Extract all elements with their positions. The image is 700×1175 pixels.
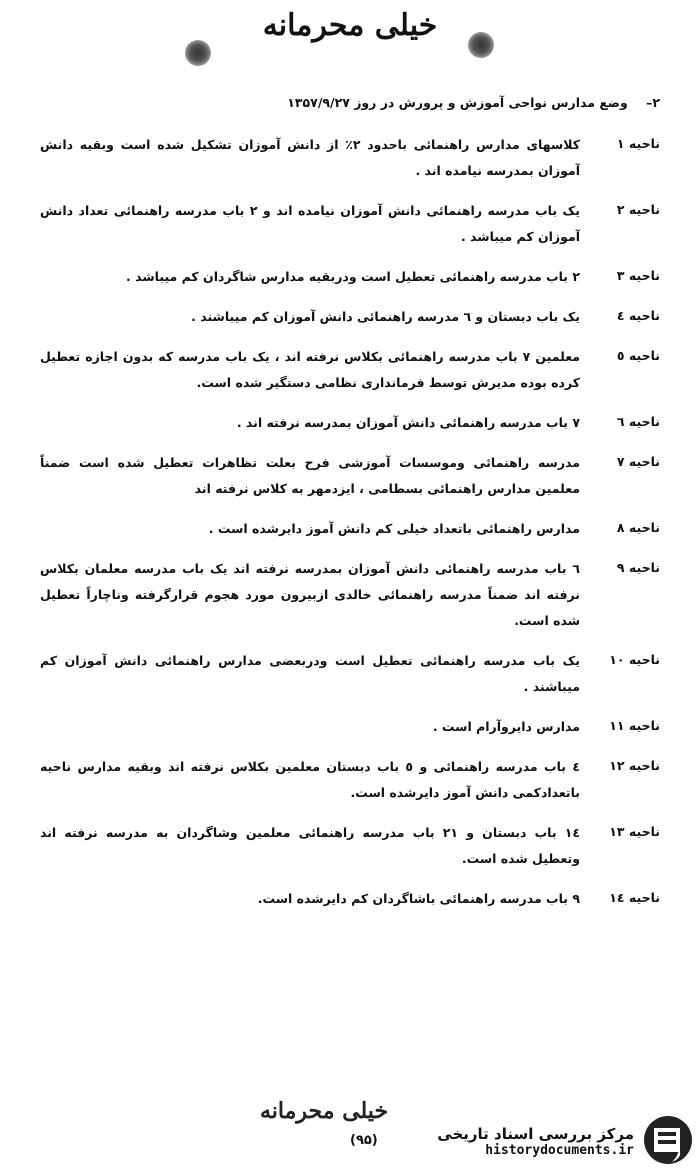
page-number: (۹۵) (350, 1133, 378, 1148)
district-entry (0, 820, 700, 872)
district-label: ناحیه ٤ (616, 308, 660, 323)
district-text: کلاسهای مدارس راهنمائی باحدود ۲٪ از دانش آموزان تشکیل شده است وبقیه دانش آموزان بمدرسه نیامده اند . (40, 137, 580, 178)
district-entry (0, 264, 700, 290)
district-text: یک باب دبستان و ٦ مدرسه راهنمائی دانش آموزان کم میباشند . (191, 309, 580, 324)
district-entry (0, 516, 700, 542)
item-number: ۲– (646, 95, 660, 110)
district-entry (0, 648, 700, 700)
district-label: ناحیه ۸ (616, 520, 660, 535)
district-text: ۱٤ باب دبستان و ۲۱ باب مدرسه راهنمائی معلمین وشاگردان به مدرسه نرفته اند وتعطیل شده است. (40, 825, 580, 866)
district-entry (0, 410, 700, 436)
district-text: یک باب مدرسه راهنمائی دانش آموزان نیامده اند و ۲ باب مدرسه راهنمائی تعداد دانش آموزان کم میباشد . (40, 203, 581, 244)
district-entry (0, 304, 700, 330)
district-entry (0, 344, 700, 396)
district-text: مدارس راهنمائی باتعداد خیلی کم دانش آموز دایرشده است . (208, 521, 580, 536)
district-text: ۲ باب مدرسه راهنمائی تعطیل است ودربقیه مدارس شاگردان کم میباشد . (126, 269, 580, 284)
header-text: وضع مدارس نواحی آموزش و پرورش در روز ۱۳۵۷/۹/۲۷ (287, 95, 628, 110)
footer-classification: خیلی محرمانه (260, 1098, 389, 1124)
district-text: معلمین ۷ باب مدرسه راهنمائی بکلاس نرفته اند ، یک باب مدرسه که بدون اجازه تعطیل کرده بوده مدیرش توسط فرمانداری نظامی دستگیر شده است. (40, 349, 580, 390)
district-entry (0, 714, 700, 740)
district-text: ٤ باب مدرسه راهنمائی و ٥ باب دبستان معلمین بکلاس نرفته اند وبقیه مدارس ناحیه باتعدادکمی دانش آموز دایرشده است. (40, 759, 581, 800)
watermark-name: مرکز بررسی اسناد تاریخی (437, 1125, 634, 1143)
district-entry (0, 198, 700, 250)
district-text: ۷ باب مدرسه راهنمائی دانش آموزان بمدرسه نرفته اند . (236, 415, 580, 430)
district-entry (0, 450, 700, 502)
district-label: ناحیه ۳ (616, 268, 660, 283)
district-entries (0, 132, 700, 926)
watermark (415, 1108, 700, 1175)
district-text: یک باب مدرسه راهنمائی تعطیل است ودربعضی مدارس راهنمائی دانش آموزان کم میباشند . (40, 653, 580, 694)
district-label: ناحیه ٦ (616, 414, 660, 429)
district-label: ناحیه ۱۳ (609, 824, 660, 839)
watermark-text (437, 1125, 634, 1158)
district-label: ناحیه ۱۱ (609, 718, 660, 733)
district-text: ٦ باب مدرسه راهنمائی دانش آموزان بمدرسه نرفته اند یک باب مدرسه معلمان بکلاس نرفته اند ضمناً مدرسه راهنمائی خالدی ازبیرون مورد هجوم قرارگرفته وناچاراً تعطیل شده است. (40, 561, 580, 628)
document-header (120, 95, 660, 111)
district-text: ۹ باب مدرسه راهنمائی باشاگردان کم دایرشده است. (257, 891, 580, 906)
district-text: مدرسه راهنمائی وموسسات آموزشی فرح بعلت تظاهرات تعطیل شده است ضمناً معلمین مدارس راهنمائی بسطامی ، ایزدمهر به کلاس نرفته اند (40, 455, 580, 496)
district-label: ناحیه ۱۰ (609, 652, 660, 667)
district-entry (0, 132, 700, 184)
district-entry (0, 556, 700, 634)
district-label: ناحیه ۱۲ (609, 758, 660, 773)
watermark-url: historydocuments.ir (485, 1143, 634, 1158)
archive-logo-icon (642, 1112, 694, 1172)
district-label: ناحیه ۲ (616, 202, 660, 217)
district-label: ناحیه ٥ (616, 348, 660, 363)
ink-stamp-icon (185, 40, 211, 66)
district-label: ناحیه ۱ (616, 136, 660, 151)
district-entry (0, 886, 700, 912)
document-title: خیلی محرمانه (262, 8, 438, 43)
district-entry (0, 754, 700, 806)
district-label: ناحیه ۷ (616, 454, 660, 469)
district-text: مدارس دایروآرام است . (432, 719, 580, 734)
district-label: ناحیه ۱٤ (609, 890, 660, 905)
district-label: ناحیه ۹ (616, 560, 660, 575)
